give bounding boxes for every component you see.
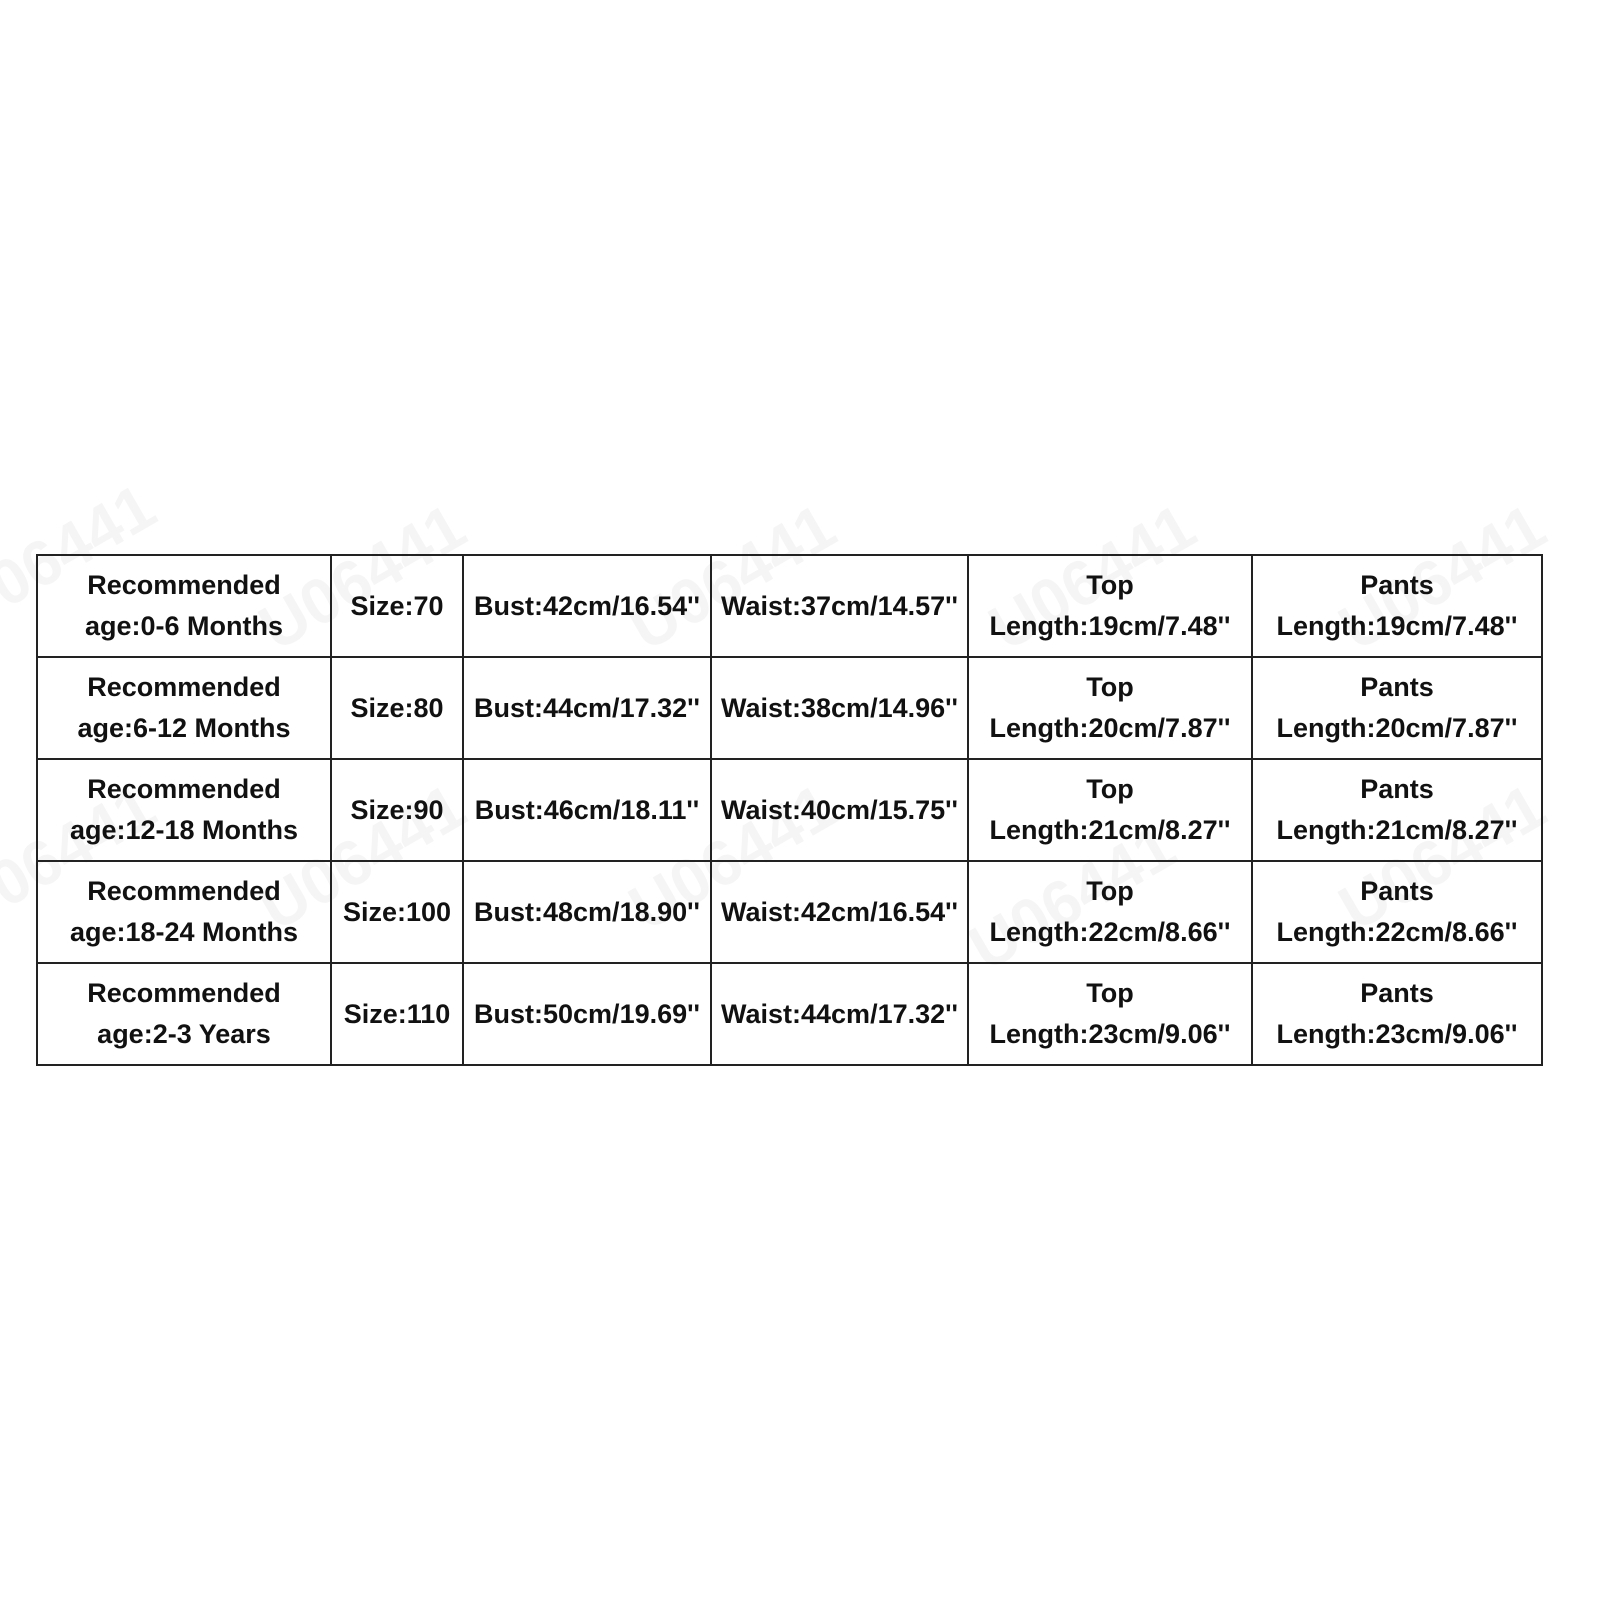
pants-label: Pants	[1360, 774, 1434, 804]
age-range: age:0-6 Months	[84, 611, 284, 641]
bust-cell: Bust:46cm/18.11''	[463, 759, 711, 861]
age-label: Recommended	[87, 570, 281, 600]
size-chart-table	[36, 554, 1543, 1066]
bust-cell: Bust:42cm/16.54''	[463, 555, 711, 657]
bust-cell: Bust:44cm/17.32''	[463, 657, 711, 759]
bust-cell: Bust:50cm/19.69''	[463, 963, 711, 1065]
age-cell	[37, 861, 331, 963]
waist-cell: Waist:37cm/14.57''	[711, 555, 968, 657]
pants-length-value: Length:19cm/7.48''	[1276, 611, 1518, 641]
age-cell	[37, 657, 331, 759]
age-label: Recommended	[87, 876, 281, 906]
table-row	[37, 861, 1542, 963]
age-cell	[37, 963, 331, 1065]
pants-length-value: Length:20cm/7.87''	[1276, 713, 1518, 743]
size-cell: Size:70	[331, 555, 463, 657]
waist-cell: Waist:44cm/17.32''	[711, 963, 968, 1065]
age-range: age:6-12 Months	[77, 713, 291, 743]
pants-length-cell	[1252, 657, 1542, 759]
top-label: Top	[1086, 774, 1134, 804]
pants-length-value: Length:21cm/8.27''	[1276, 815, 1518, 845]
pants-length-value: Length:23cm/9.06''	[1276, 1019, 1518, 1049]
pants-length-cell	[1252, 555, 1542, 657]
pants-label: Pants	[1360, 978, 1434, 1008]
table-row	[37, 657, 1542, 759]
size-cell: Size:80	[331, 657, 463, 759]
top-length-value: Length:21cm/8.27''	[989, 815, 1231, 845]
table-row	[37, 759, 1542, 861]
top-length-value: Length:20cm/7.87''	[989, 713, 1231, 743]
top-length-value: Length:22cm/8.66''	[989, 917, 1231, 947]
top-length-cell	[968, 963, 1252, 1065]
bust-cell: Bust:48cm/18.90''	[463, 861, 711, 963]
top-label: Top	[1086, 876, 1134, 906]
top-length-cell	[968, 759, 1252, 861]
table-row	[37, 555, 1542, 657]
age-cell	[37, 555, 331, 657]
top-label: Top	[1086, 672, 1134, 702]
age-label: Recommended	[87, 978, 281, 1008]
size-cell: Size:100	[331, 861, 463, 963]
top-length-cell	[968, 861, 1252, 963]
pants-length-cell	[1252, 759, 1542, 861]
pants-length-value: Length:22cm/8.66''	[1276, 917, 1518, 947]
size-cell: Size:110	[331, 963, 463, 1065]
pants-length-cell	[1252, 963, 1542, 1065]
top-length-cell	[968, 657, 1252, 759]
pants-label: Pants	[1360, 570, 1434, 600]
waist-cell: Waist:42cm/16.54''	[711, 861, 968, 963]
top-length-value: Length:23cm/9.06''	[989, 1019, 1231, 1049]
top-length-cell	[968, 555, 1252, 657]
pants-length-cell	[1252, 861, 1542, 963]
age-cell	[37, 759, 331, 861]
age-range: age:18-24 Months	[69, 917, 299, 947]
waist-cell: Waist:38cm/14.96''	[711, 657, 968, 759]
waist-cell: Waist:40cm/15.75''	[711, 759, 968, 861]
age-label: Recommended	[87, 672, 281, 702]
pants-label: Pants	[1360, 672, 1434, 702]
size-cell: Size:90	[331, 759, 463, 861]
table-row	[37, 963, 1542, 1065]
age-range: age:2-3 Years	[97, 1019, 271, 1049]
top-length-value: Length:19cm/7.48''	[989, 611, 1231, 641]
pants-label: Pants	[1360, 876, 1434, 906]
age-label: Recommended	[87, 774, 281, 804]
top-label: Top	[1086, 570, 1134, 600]
top-label: Top	[1086, 978, 1134, 1008]
age-range: age:12-18 Months	[69, 815, 299, 845]
